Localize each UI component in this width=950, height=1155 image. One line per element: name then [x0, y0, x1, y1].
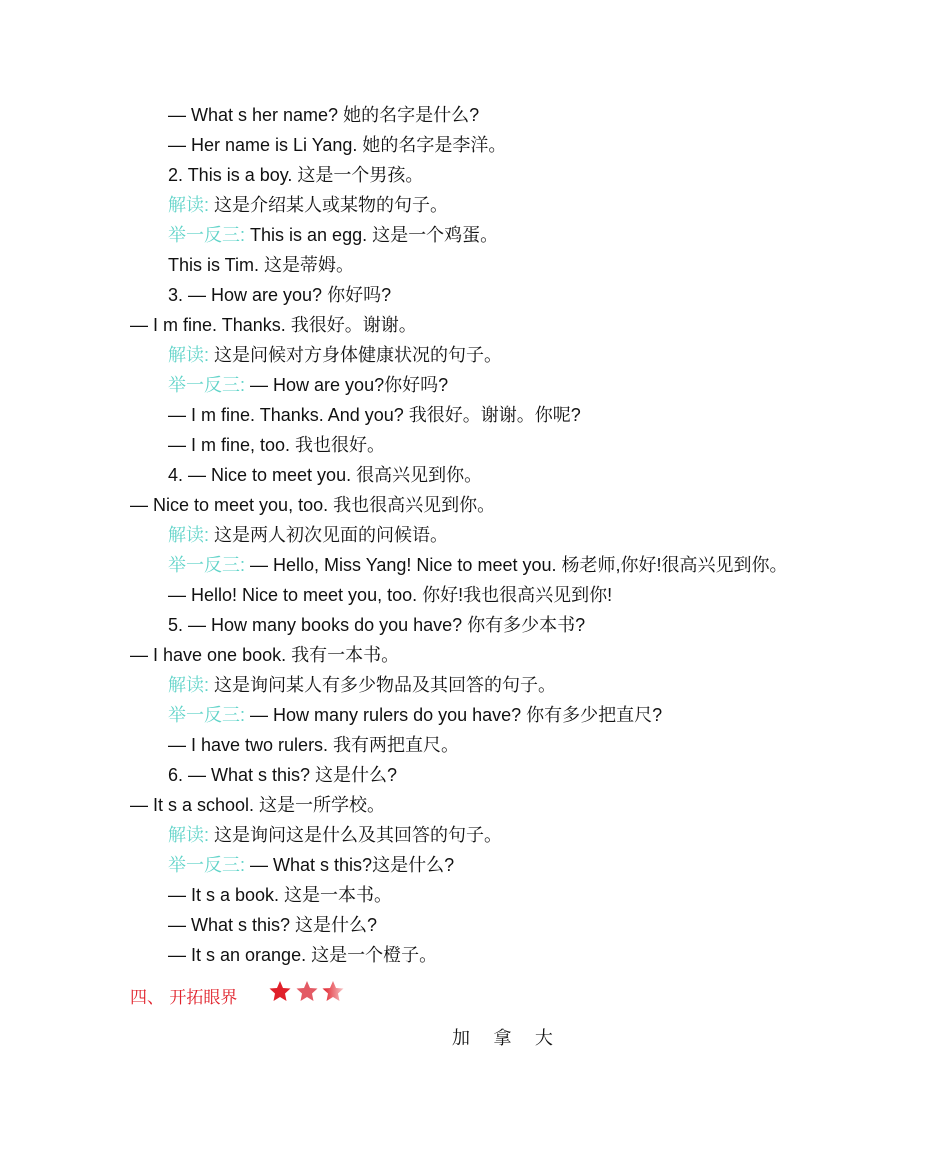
explanation-line: [168, 194, 448, 216]
explanation-line: [168, 524, 448, 546]
explanation-text: 这是询问这是什么及其回答的句子。: [214, 825, 503, 845]
explanation-text: 这是介绍某人或某物的句子。: [214, 195, 449, 215]
country-heading: 加 拿 大: [452, 1028, 557, 1049]
section-title: 四、 开拓眼界: [130, 988, 238, 1008]
difficulty-stars: [268, 979, 348, 1005]
text-line: 3. — How are you? 你好吗?: [168, 285, 392, 305]
example-label: 举一反三:: [168, 375, 246, 395]
explanation-label: 解读:: [168, 345, 210, 365]
star-icon: [297, 981, 318, 1001]
example-text: — Hello, Miss Yang! Nice to meet you. 杨老师,你好!很高兴见到你。: [250, 555, 788, 575]
example-label: 举一反三:: [168, 855, 246, 875]
explanation-label: 解读:: [168, 825, 210, 845]
text-line: — Nice to meet you, too. 我也很高兴见到你。: [130, 495, 496, 515]
example-label: 举一反三:: [168, 705, 246, 725]
example-text: This is an egg. 这是一个鸡蛋。: [250, 225, 499, 245]
text-line: 5. — How many books do you have? 你有多少本书?: [168, 615, 586, 635]
text-line: 2. This is a boy. 这是一个男孩。: [168, 165, 424, 185]
text-line: — What s this? 这是什么?: [168, 915, 378, 935]
example-text: — How many rulers do you have? 你有多少把直尺?: [250, 705, 663, 725]
example-line: [168, 224, 498, 246]
example-line: [168, 554, 788, 576]
text-line: This is Tim. 这是蒂姆。: [168, 255, 355, 275]
star-icon: [270, 981, 291, 1001]
text-line: — I have two rulers. 我有两把直尺。: [168, 735, 460, 755]
text-line: — It s a book. 这是一本书。: [168, 885, 393, 905]
text-line: — It s a school. 这是一所学校。: [130, 795, 386, 815]
example-line: [168, 704, 662, 726]
example-line: [168, 374, 448, 396]
text-line: — I have one book. 我有一本书。: [130, 645, 400, 665]
text-line: — It s an orange. 这是一个橙子。: [168, 945, 438, 965]
text-line: 6. — What s this? 这是什么?: [168, 765, 398, 785]
explanation-line: [168, 824, 502, 846]
explanation-label: 解读:: [168, 675, 210, 695]
explanation-label: 解读:: [168, 525, 210, 545]
text-line: — I m fine, too. 我也很好。: [168, 435, 386, 455]
text-line: — I m fine. Thanks. 我很好。谢谢。: [130, 315, 417, 335]
star-icon: [323, 981, 344, 1001]
text-line: 4. — Nice to meet you. 很高兴见到你。: [168, 465, 483, 485]
text-line: — Hello! Nice to meet you, too. 你好!我也很高兴见到你!: [168, 585, 613, 605]
explanation-line: [168, 344, 502, 366]
explanation-label: 解读:: [168, 195, 210, 215]
explanation-text: 这是询问某人有多少物品及其回答的句子。: [214, 675, 557, 695]
text-line: — I m fine. Thanks. And you? 我很好。谢谢。你呢?: [168, 405, 581, 425]
example-label: 举一反三:: [168, 225, 246, 245]
explanation-text: 这是问候对方身体健康状况的句子。: [214, 345, 503, 365]
explanation-text: 这是两人初次见面的问候语。: [214, 525, 449, 545]
example-text: — What s this?这是什么?: [250, 855, 455, 875]
text-line: — Her name is Li Yang. 她的名字是李洋。: [168, 135, 507, 155]
example-label: 举一反三:: [168, 555, 246, 575]
explanation-line: [168, 674, 556, 696]
example-text: — How are you?你好吗?: [250, 375, 449, 395]
example-line: [168, 854, 454, 876]
text-line: — What s her name? 她的名字是什么?: [168, 105, 480, 125]
